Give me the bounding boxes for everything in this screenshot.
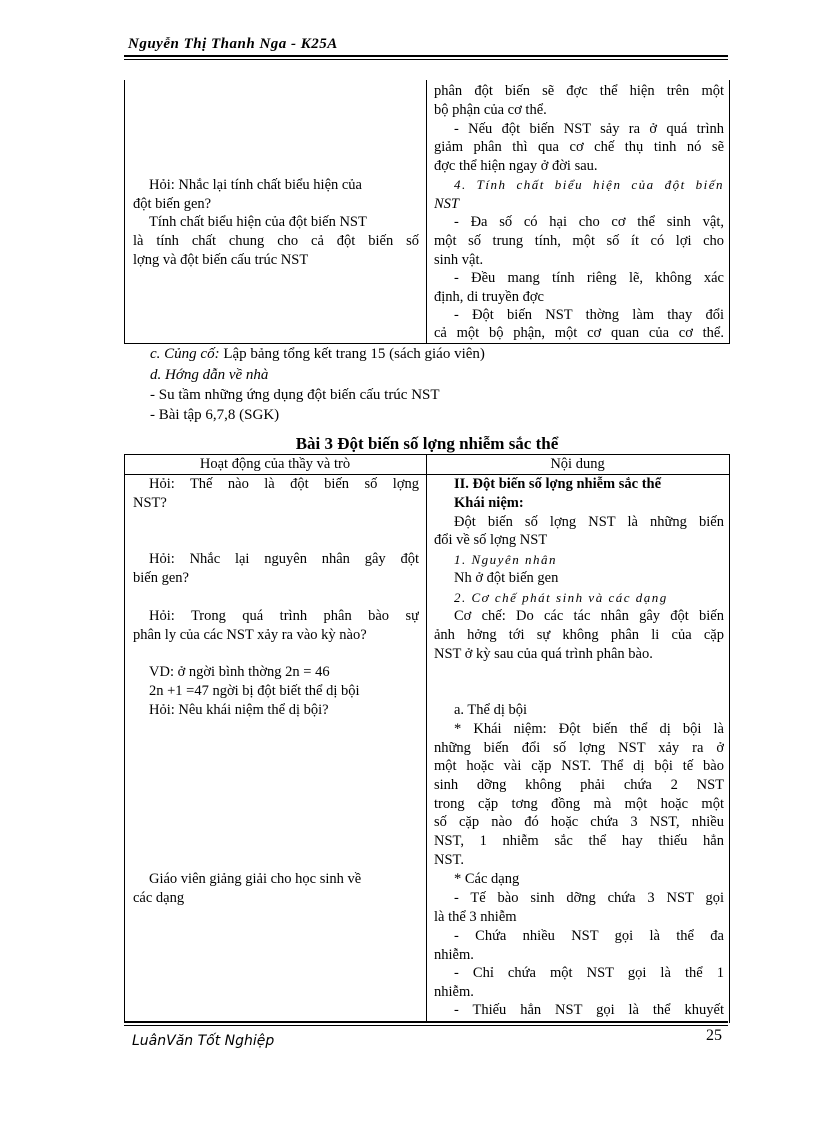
page-number: 25 [706,1027,722,1044]
homework-item: - Su tầm những ứng dụng đột biến cấu trúc NST [150,387,440,403]
activity-line: VD: ở ngời bình thờng 2n = 46 [149,664,330,680]
table1-right-line: - Đột biến NST thờng làm thay đổi [454,307,724,323]
content-line: số cặp nào đó hoặc chứa 3 NST, nhiều [434,814,724,830]
header-rule-thin [124,59,728,60]
table1-right-line: sinh vật. [434,252,484,268]
table2-left-border [124,454,125,1023]
content-line: trong cặp tơng đồng mà một hoặc một [434,796,724,812]
consolidation-text: Lập bảng tổng kết trang 15 (sách giáo viên) [219,346,485,362]
table1-left-border [124,80,125,343]
content-line: đổi về số lợng NST [434,532,548,548]
table1-right-line: - Đa số có hại cho cơ thể sinh vật, [454,214,724,230]
footer-rule-thick [124,1021,728,1023]
activity-line: Hỏi: Thế nào là đột biến số lợng [149,476,419,492]
footer-rule-thin [124,1025,728,1026]
column-header-content: Nội dung [550,456,605,472]
content-line: - Tế bào sinh dỡng chứa 3 NST gọi [454,890,724,906]
table1-right-border [729,80,730,343]
table1-right-line: bộ phận của cơ thể. [434,102,547,118]
content-line: - Thiếu hẳn NST gọi là thể khuyết [454,1002,724,1018]
content-heading: II. Đột biến số lợng nhiễm sắc thể [454,476,662,492]
content-line: - Chứa nhiều NST gọi là thể đa [454,928,724,944]
table1-bottom-border [124,343,730,344]
table1-right-heading: 4. Tính chất biểu hiện của đột biến [454,177,724,192]
table1-right-heading: NST [434,196,459,212]
activity-line: Hỏi: Trong quá trình phân bào sự [149,608,419,624]
table1-right-line: phân đột biến sẽ đợc thể hiện trên một [434,83,724,99]
activity-line: biến gen? [133,570,189,586]
table1-right-line: cả một bộ phận, một cơ quan của cơ thể. [434,325,724,341]
activity-line: Hỏi: Nhắc lại nguyên nhân gây đột [149,551,419,567]
table1-left-line: là tính chất chung cho cả đột biến số [133,233,419,249]
content-line: a. Thể dị bội [454,702,528,718]
content-line: * Các dạng [454,871,520,887]
lesson-title: Bài 3 Đột biến số lợng nhiễm sắc thể [295,434,559,453]
table1-right-line: - Nếu đột biến NST sảy ra ở quá trình [454,121,724,137]
content-line: Nh ở đột biến gen [454,570,559,586]
header-rule-thick [124,55,728,57]
content-line: ảnh hởng tới sự không phân li của cặp [434,627,724,643]
table1-mid-border [426,80,427,343]
table1-right-line: một số trung tính, một số ít có lợi cho [434,233,724,249]
table2-mid-border [426,454,427,1023]
table2-right-border [729,454,730,1023]
activity-line: các dạng [133,890,185,906]
content-line: Đột biến số lợng NST là những biến [454,514,724,530]
content-line: nhiễm. [434,947,474,963]
content-line: NST, 1 nhiễm sắc thể hay thiếu hẳn [434,833,724,849]
content-line: NST ở kỳ sau của quá trình phân bào. [434,646,653,662]
content-line: nhiễm. [434,984,474,1000]
table1-left-line: đột biến gen? [133,196,212,212]
activity-line: 2n +1 =47 ngời bị đột biết thể dị bội [149,683,360,699]
table1-right-line: - Đều mang tính riêng lẽ, không xác [454,270,724,286]
page-header-title: Nguyễn Thị Thanh Nga - K25A [128,36,338,52]
table1-right-line: đợc thể hiện ngay ở đời sau. [434,158,598,174]
content-heading: Khái niệm: [454,495,524,511]
table1-left-line: lợng và đột biến cấu trúc NST [133,252,309,268]
consolidation-line [150,345,485,364]
content-subheading: 1. Nguyên nhân [454,552,557,567]
column-header-activities: Hoạt động của thầy và trò [199,456,351,472]
consolidation-label: c. Củng cố: [150,346,220,362]
table1-left-line: Tính chất biểu hiện của đột biến NST [149,214,367,230]
activity-line: NST? [133,495,167,511]
activity-line: phân ly của các NST xảy ra vào kỳ nào? [133,627,367,643]
content-line: những biến đổi số lợng NST xảy ra ở [434,740,724,756]
table1-left-line: Hỏi: Nhắc lại tính chất biểu hiện của [149,177,362,193]
content-line: Cơ chế: Do các tác nhân gây đột biến [454,608,724,624]
content-line: một hoặc vài cặp NST. Thể dị bội tế bào [434,758,724,774]
table1-right-line: giảm phân thì qua cơ chế thụ tinh nó sẽ [434,139,724,155]
homework-heading: d. Hớng dẫn về nhà [150,367,269,383]
activity-line: Hỏi: Nêu khái niệm thể dị bội? [149,702,329,718]
content-line: * Khái niệm: Đột biến thể dị bội là [454,721,724,737]
content-line: NST. [434,852,464,868]
content-subheading: 2. Cơ chế phát sinh và các dạng [454,590,668,605]
content-line: sinh dỡng không phải chứa 2 NST [434,777,724,793]
homework-item: - Bài tập 6,7,8 (SGK) [150,407,280,423]
footer-text: LuânVăn Tốt Nghiệp [132,1033,275,1049]
content-line: - Chỉ chứa một NST gọi là thể 1 [454,965,724,981]
table2-top-border [124,454,730,455]
content-line: là thể 3 nhiễm [434,909,517,925]
activity-line: Giáo viên giảng giải cho học sinh về [149,871,362,887]
table1-right-line: định, di truyền đợc [434,289,544,305]
